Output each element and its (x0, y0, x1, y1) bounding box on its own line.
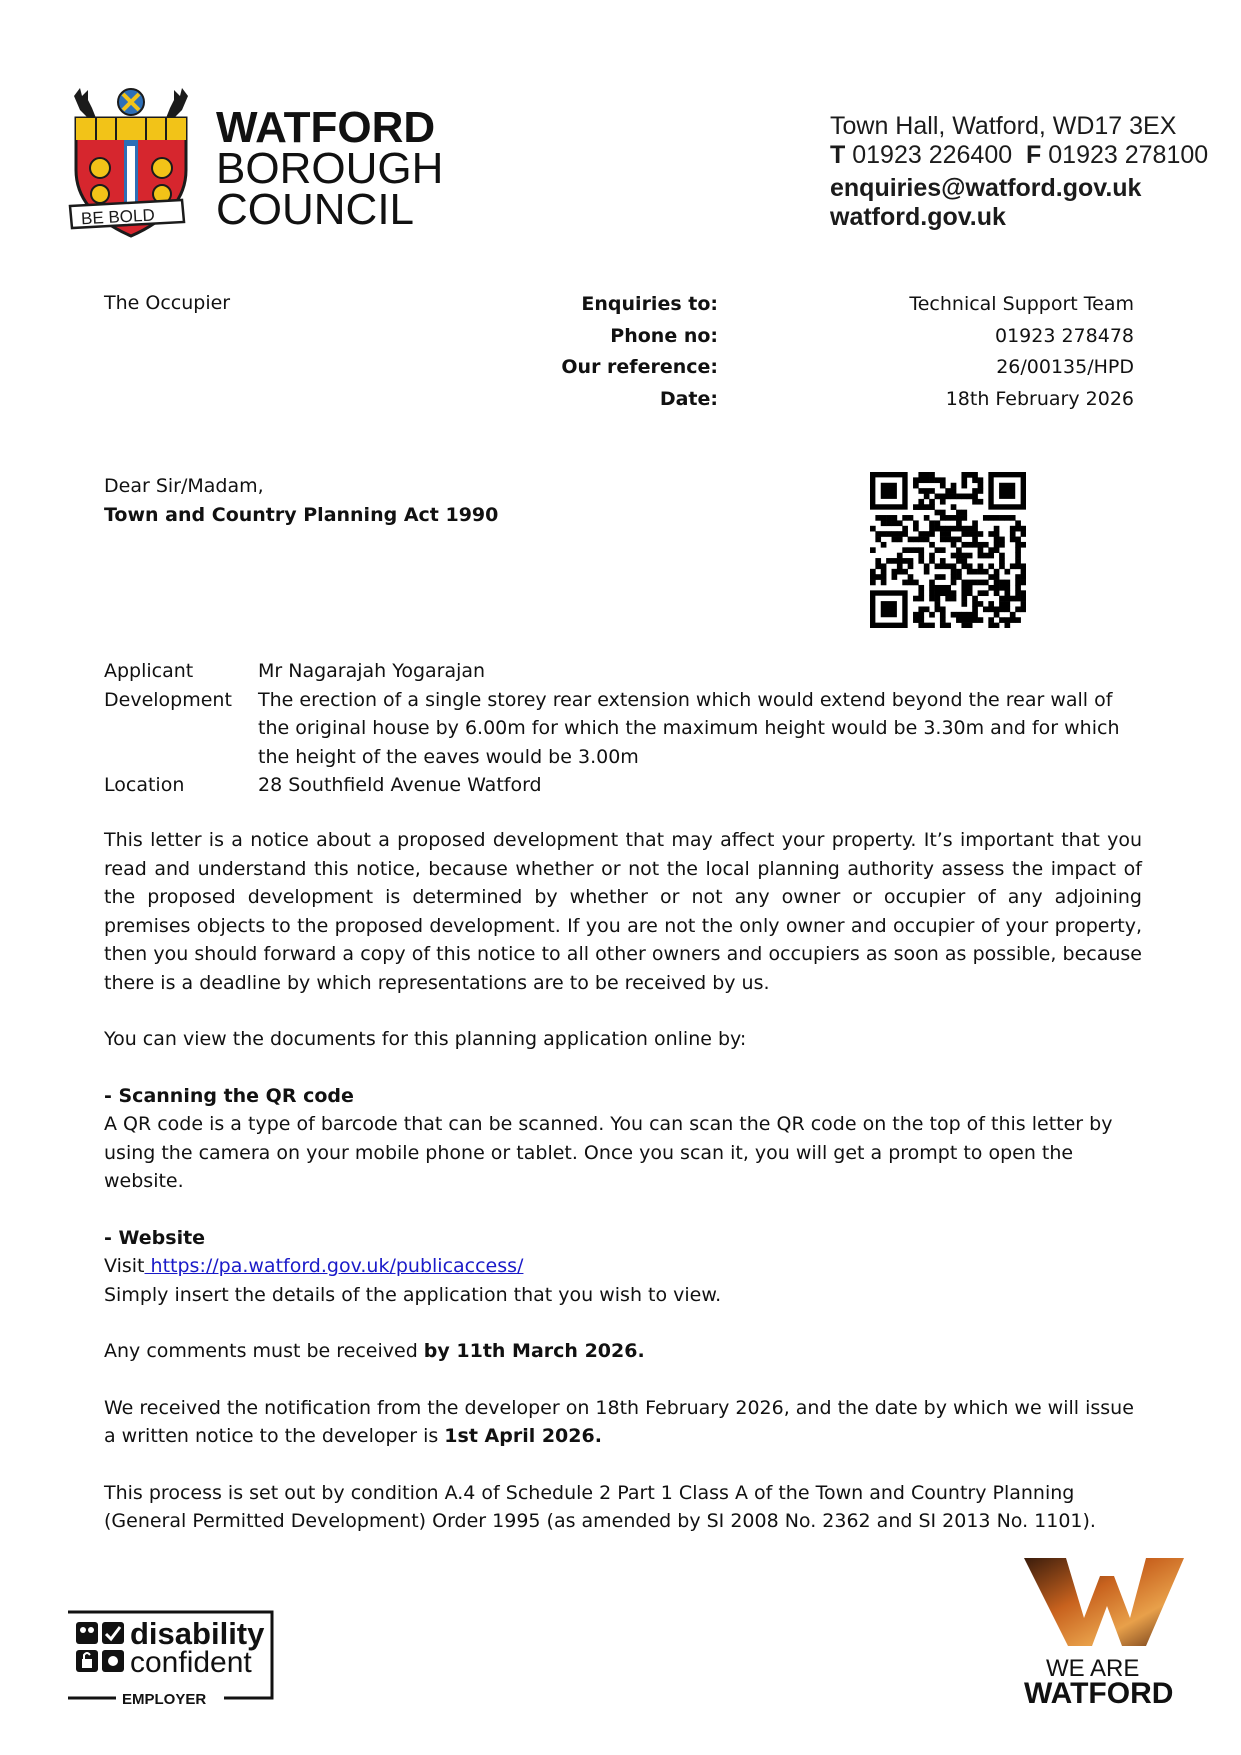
dc-line2: confident (130, 1646, 252, 1679)
detail-row-development (104, 686, 1144, 772)
recipient: The Occupier (104, 292, 231, 314)
process-paragraph: This process is set out by condition A.4 of Schedule 2 Part 1 Class A of the Town and Country Planning (General Permitted Development) Order 1995 (as amended by SI 2008 No. 2362 and SI 2013 No. 1101). (104, 1481, 1096, 1532)
crest-icon (66, 88, 196, 238)
meta-value-reference: 26/00135/HPD (996, 356, 1134, 378)
council-logo (66, 88, 446, 238)
council-name-line3: COUNCIL (216, 185, 415, 234)
visit-prefix: Visit (104, 1255, 145, 1277)
view-docs-paragraph: You can view the documents for this planning application online by: (104, 1028, 747, 1050)
written-notice-date: 1st April 2026. (444, 1425, 602, 1447)
intro-paragraph: This letter is a notice about a proposed development that may affect your property. It’s important that you read and understand this notice, because whether or not the local planning authority assess the impact of the proposed development is determined by whether or not any owner or occupier of any adjoining premises objects to the proposed development. If you are not the only owner and occupier of your property, then you should forward a copy of this notice to all other owners and occupiers as soon as possible, because there is a deadline by which representations are to be received by us. (104, 829, 1142, 994)
comments-deadline: by 11th March 2026. (423, 1340, 645, 1362)
development-label: Development (104, 688, 232, 711)
meta-value-enquiries: Technical Support Team (909, 293, 1134, 315)
we-are-watford-logo (1022, 1556, 1188, 1706)
location-label: Location (104, 774, 185, 796)
meta-label-enquiries: Enquiries to: (581, 293, 718, 315)
tel-number: 01923 226400 (852, 141, 1013, 169)
qr-section (104, 1082, 1142, 1196)
public-access-link[interactable]: https://pa.watford.gov.uk/publicaccess/ (144, 1255, 524, 1277)
letter-body (104, 826, 1142, 1564)
reference-labels (520, 289, 718, 415)
greeting-block (104, 472, 498, 529)
comments-paragraph (104, 1337, 1142, 1366)
council-name-line2: BOROUGH (216, 144, 444, 193)
phone-fax-line (830, 141, 1208, 170)
meta-label-phone: Phone no: (610, 324, 718, 347)
ww-line1: WE ARE (1046, 1655, 1140, 1682)
council-name-line1: WATFORD (216, 103, 436, 152)
received-prefix: We received the notification from the developer on 18th February 2026, and the date by which we will issue a written notice to the developer is (104, 1396, 1134, 1447)
disability-confident-logo (66, 1610, 274, 1706)
council-address (830, 112, 1208, 232)
w-mark-icon (1024, 1558, 1184, 1646)
detail-row-applicant (104, 657, 1144, 686)
application-details (104, 657, 1144, 800)
fax-prefix: F (1026, 141, 1042, 169)
motto-text: BE BOLD (80, 205, 156, 229)
meta-label-reference: Our reference: (561, 356, 718, 378)
received-paragraph (104, 1394, 1142, 1451)
tel-prefix: T (830, 141, 846, 169)
ww-line2: WATFORD (1024, 1677, 1174, 1706)
meta-value-date: 18th February 2026 (945, 387, 1134, 410)
website-text: Simply insert the details of the application that you wish to view. (104, 1283, 722, 1306)
development-value: The erection of a single storey rear extension which would extend beyond the rear wall of the original house by 6.00m for which the maximum height would be 3.30m and for which the height of the eaves would be 3.00m (258, 688, 1120, 768)
meta-value-phone: 01923 278478 (994, 324, 1134, 347)
comments-prefix: Any comments must be received (104, 1340, 424, 1362)
dc-line3: EMPLOYER (122, 1691, 207, 1706)
applicant-label: Applicant (104, 660, 194, 682)
salutation: Dear Sir/Madam, (104, 475, 264, 497)
website-section (104, 1224, 1142, 1310)
qr-heading: - Scanning the QR code (104, 1084, 354, 1107)
fax-number: 01923 278100 (1048, 141, 1209, 169)
website-address: watford.gov.uk (830, 203, 1006, 231)
address-line: Town Hall, Watford, WD17 3EX (830, 112, 1177, 140)
applicant-value: Mr Nagarajah Yogarajan (258, 660, 486, 682)
location-value: 28 Southfield Avenue Watford (258, 774, 542, 796)
website-heading: - Website (104, 1226, 206, 1249)
act-title: Town and Country Planning Act 1990 (104, 503, 499, 526)
qr-code-icon[interactable] (870, 472, 1026, 628)
email-address: enquiries@watford.gov.uk (830, 174, 1142, 202)
meta-label-date: Date: (659, 387, 718, 410)
qr-text: A QR code is a type of barcode that can be scanned. You can scan the QR code on the top of this letter by using the camera on your mobile phone or tablet. Once you scan it, you will get a prompt to open the website. (104, 1113, 1113, 1192)
detail-row-location (104, 771, 1144, 800)
reference-values (800, 289, 1134, 415)
dc-line1: disability (130, 1616, 265, 1651)
